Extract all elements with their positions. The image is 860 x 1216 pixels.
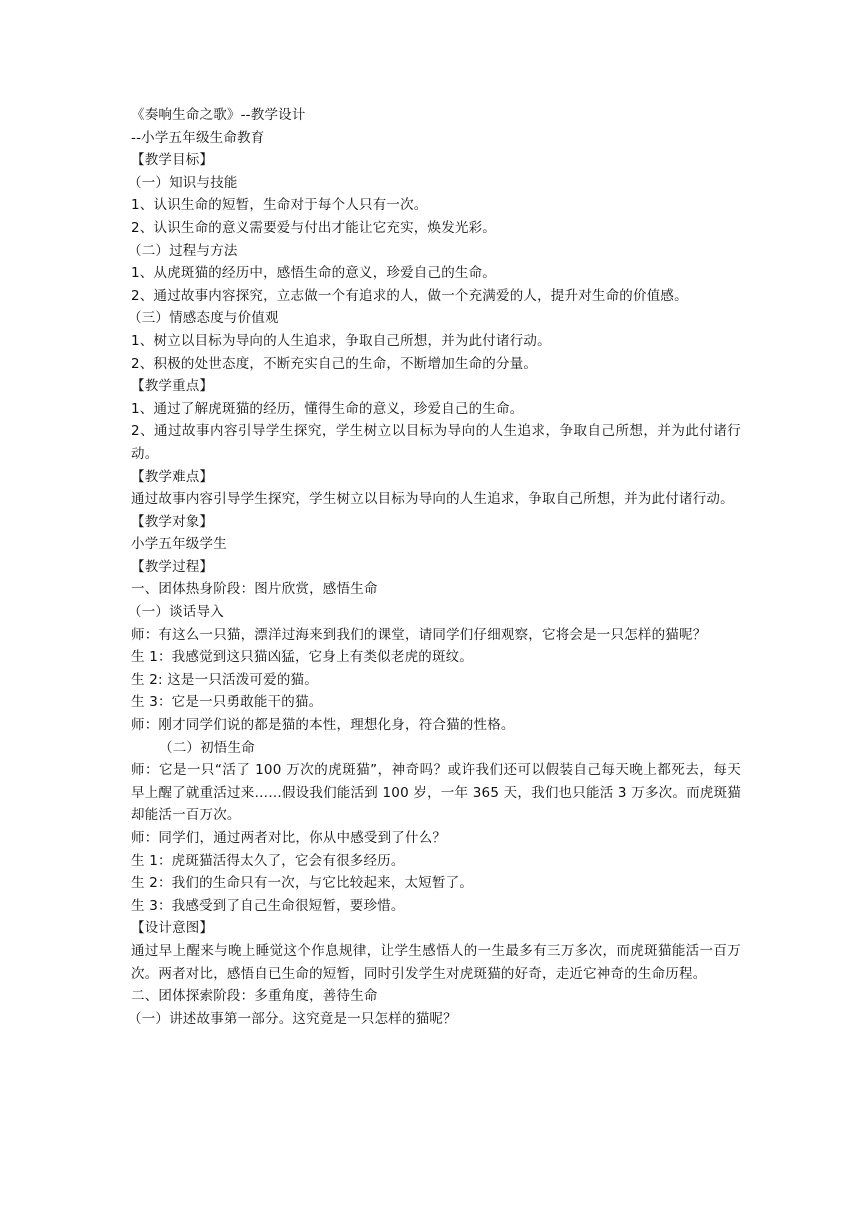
emotion-item: 2、积极的处世态度，不断充实自己的生命，不断增加生命的分量。: [131, 355, 538, 372]
process-heading: （二）过程与方法: [128, 242, 238, 259]
knowledge-item: 2、认识生命的意义需要爱与付出才能让它充实，焕发光彩。: [131, 219, 496, 236]
key-point-item: 2、通过故事内容引导学生探究，学生树立以目标为导向的人生追求，争取自己所想，并为此付诸行动。: [131, 423, 741, 462]
emotion-item: 1、树立以目标为导向的人生追求，争取自己所想，并为此付诸行动。: [131, 332, 551, 349]
document-body: [128, 104, 741, 1030]
stage-1-sub-heading: （一）谈话导入: [128, 604, 224, 621]
teacher-line: 师：它是一只“活了 100 万次的虎斑猫”，神奇吗？或许我们还可以假装自己每天晚上都死去，每天早上醒了就重活过来……假设我们能活到 100 岁，一年 365 天，我们也只能活 3 万多次。而虎斑猫却能活一百万次。: [131, 762, 741, 824]
audience-heading: 【教学对象】: [131, 513, 214, 530]
student-line: 生 1：我感觉到这只猫凶猛，它身上有类似老虎的斑纹。: [131, 649, 474, 666]
key-points-heading: 【教学重点】: [131, 378, 214, 395]
key-point-item: 1、通过了解虎斑猫的经历，懂得生命的意义，珍爱自己的生命。: [131, 400, 524, 417]
teacher-line: 师：刚才同学们说的都是猫的本性，理想化身，符合猫的性格。: [131, 717, 515, 734]
teacher-line: 师：同学们，通过两者对比，你从中感受到了什么？: [131, 830, 447, 846]
knowledge-item: 1、认识生命的短暂，生命对于每个人只有一次。: [131, 197, 428, 214]
student-line: 生 2: 这是一只活泼可爱的猫。: [131, 671, 318, 688]
knowledge-heading: （一）知识与技能: [128, 174, 238, 191]
difficulty-text: 通过故事内容引导学生探究，学生树立以目标为导向的人生追求，争取自己所想，并为此付诸行动。: [131, 491, 734, 508]
stage-2-sub-heading: （一）讲述故事第一部分。这究竟是一只怎样的猫呢？: [128, 1010, 457, 1027]
emotion-heading: （三）情感态度与价值观: [128, 310, 279, 327]
difficulty-heading: 【教学难点】: [131, 468, 214, 485]
stage-1-sub-heading: （二）初悟生命: [159, 739, 255, 756]
process-item: 2、通过故事内容探究，立志做一个有追求的人，做一个充满爱的人，提升对生命的价值感。: [131, 287, 688, 304]
design-intent-text: 通过早上醒来与晚上睡觉这个作息规律，让学生感悟人的一生最多有三万多次，而虎斑猫能活一百万次。两者对比，感悟自已生命的短暂，同时引发学生对虎斑猫的好奇，走近它神奇的生命历程。: [131, 942, 741, 982]
student-line: 生 3：它是一只勇敢能干的猫。: [131, 694, 323, 711]
student-line: 生 1：虎斑猫活得太久了，它会有很多经历。: [131, 852, 405, 869]
process-item: 1、从虎斑猫的经历中，感悟生命的意义，珍爱自己的生命。: [131, 265, 496, 282]
objectives-heading: 【教学目标】: [131, 152, 214, 169]
document-title: 《奏响生命之歌》--教学设计: [131, 107, 306, 123]
design-intent-heading: 【设计意图】: [131, 920, 214, 937]
stage-2-heading: 二、团体探索阶段：多重角度，善待生命: [131, 988, 378, 1005]
document-subtitle: --小学五年级生命教育: [131, 129, 265, 146]
audience-text: 小学五年级学生: [131, 536, 227, 553]
stage-1-heading: 一、团体热身阶段：图片欣赏，感悟生命: [131, 581, 378, 598]
student-line: 生 2：我们的生命只有一次，与它比较起来，太短暂了。: [131, 875, 474, 892]
procedure-heading: 【教学过程】: [131, 558, 214, 575]
teacher-line: 师：有这么一只猫，漂洋过海来到我们的课堂，请同学们仔细观察，它将会是一只怎样的猫呢？: [131, 626, 707, 643]
student-line: 生 3：我感受到了自己生命很短暂，要珍惜。: [131, 897, 405, 914]
